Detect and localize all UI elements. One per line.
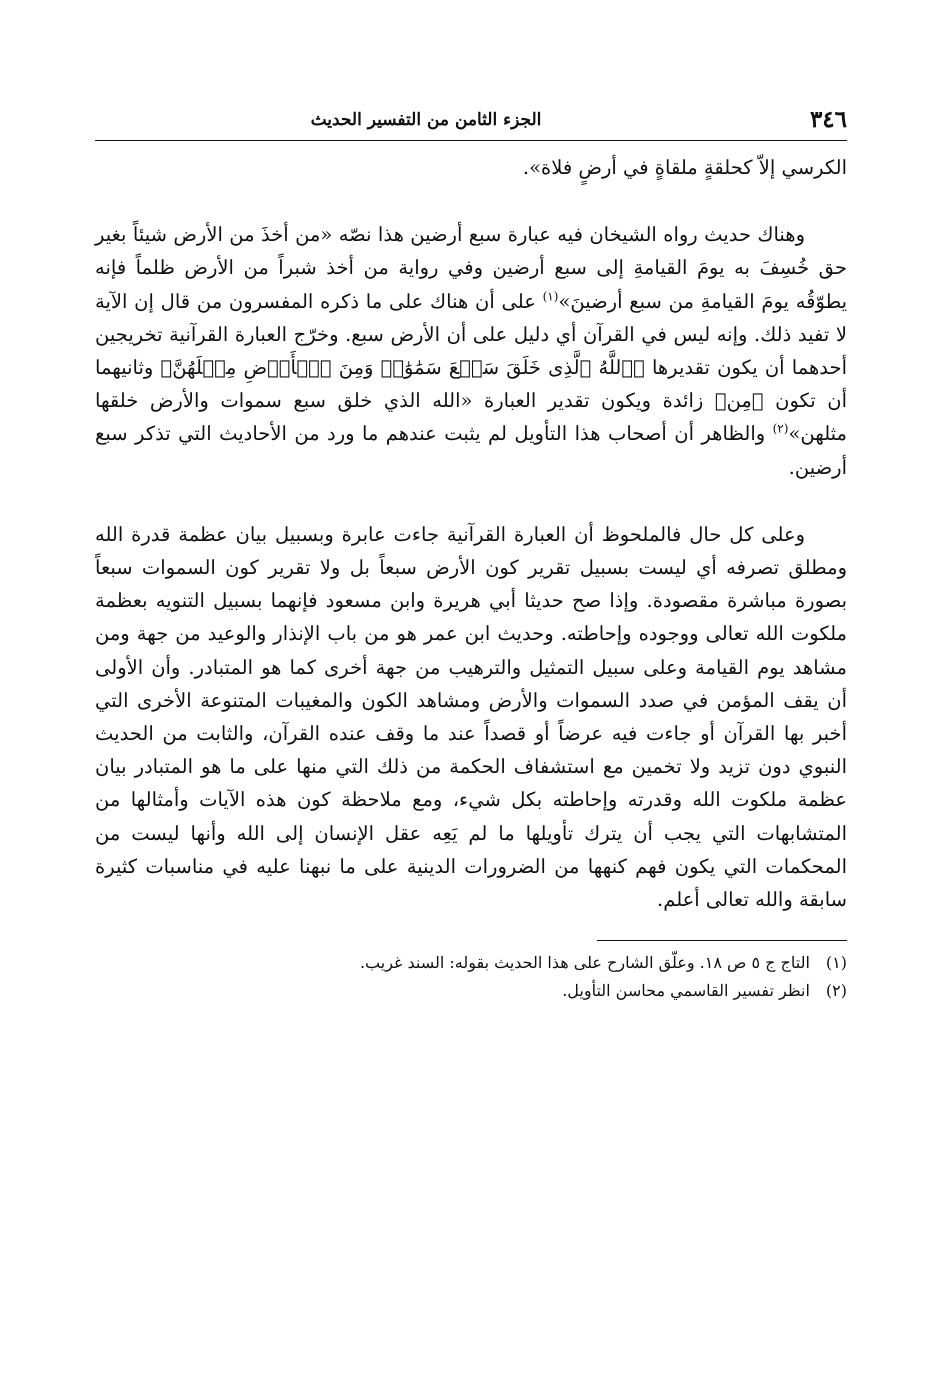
paragraph-text-part: على أن هناك على ما ذكره المفسرون من قال إن الآية لا تفيد ذلك. وإنه ليس في القرآن أي دليل على أن الأرض سبع. وخرّج العبارة القرآنية تخريجين أحدهما أن يكون تقديرها ﴿ٱللَّهُ ٱلَّذِى خَلَقَ سَبۡعَ سَمَٰوَٰتٖ وَمِنَ ٱلۡأَرۡضِ مِثۡلَهُنَّ﴾ وثانيهما أن تكون ﴿مِن﴾ زائدة ويكون تقدير العبارة «الله الذي خلق سبع سموات والأرض خلقها مثلهن» <box>95 289 847 446</box>
footnote-ref-2[interactable]: (٢) <box>772 421 789 436</box>
footnotes <box>95 949 847 1005</box>
footnote-text: التاج ج ٥ ص ١٨. وعلّق الشارح على هذا الحديث بقوله: السند غريب. <box>359 953 810 973</box>
paragraph-continuation: الكرسي إلاّ كحلقةٍ ملقاةٍ في أرضٍ فلاة». <box>522 156 847 179</box>
footnote-divider <box>597 940 847 941</box>
book-page <box>95 100 847 1350</box>
footnote-number: (١) <box>825 953 847 973</box>
running-title: الجزء الثامن من التفسير الحديث <box>310 110 542 130</box>
footnote-text: انظر تفسير القاسمي محاسن التأويل. <box>562 981 810 1001</box>
paragraph-text-part: وهناك حديث رواه الشيخان فيه عبارة سبع أرضين هذا نصّه «من أخذَ من الأرض شيئاً بغير حق خُسِفَ به يومَ القيامةِ إلى سبع أرضين وفي رواية من أخذ شبراً من الأرض ظلماً فإنه يطوّقُه يومَ القيامةِ من سبع أرضينَ» <box>95 223 847 313</box>
paragraph-conclusion: وعلى كل حال فالملحوظ أن العبارة القرآنية جاءت عابرة وبسبيل بيان عظمة قدرة الله ومطلق تصرفه أي ليست بسبيل تقرير كون الأرض سبعاً بل ولا تقرير كون السموات سبعاً بصورة مباشرة مقصودة. وإذا صح حديثا أبي هريرة وابن مسعود فإنهما بسبيل التنويه بعظمة ملكوت الله تعالى ووجوده وإحاطته. وحديث ابن عمر هو من باب الإنذار والوعيد من جهة ومن مشاهد يوم القيامة وعلى سبيل التمثيل والترهيب من جهة أخرى كما هو المتبادر. وأن الأولى أن يقف المؤمن في صدد السموات والأرض ومشاهد الكون والمغيبات المتنوعة الأخرى التي أخبر بها القرآن أو جاءت فيه عرضاً أو قصداً عند ما وقف عنده القرآن، والثابت من الحديث النبوي دون تزيد ولا تخمين مع استشفاف الحكمة من ذلك التي منها على ما هو المتبادر بيان عظمة ملكوت الله وقدرته وإحاطته بكل شيء، ومع ملاحظة كون هذه الآيات وأمثالها من المتشابهات التي يجب أن يترك تأويلها ما لم يَعِه عقل الإنسان إلى الله وأنها ليست من المحكمات التي يكون فهم كنهها من الضرورات الدينية على ما نبهنا عليه في مناسبات كثيرة سابقة والله تعالى أعلم. <box>95 522 847 912</box>
main-text <box>95 151 847 916</box>
paragraph-text-part: والظاهر أن أصحاب هذا التأويل لم يثبت عندهم ما ورد من الأحاديث التي تذكر سبع أرضين. <box>95 422 847 479</box>
footnote-item <box>95 949 847 977</box>
footnote-number: (٢) <box>825 981 847 1001</box>
footnote-ref-1[interactable]: (١) <box>542 289 559 304</box>
page-number: ٣٤٦ <box>809 106 847 133</box>
paragraph-hadith-seven-earths <box>95 218 847 484</box>
running-header <box>95 100 847 141</box>
footnote-item <box>95 977 847 1005</box>
